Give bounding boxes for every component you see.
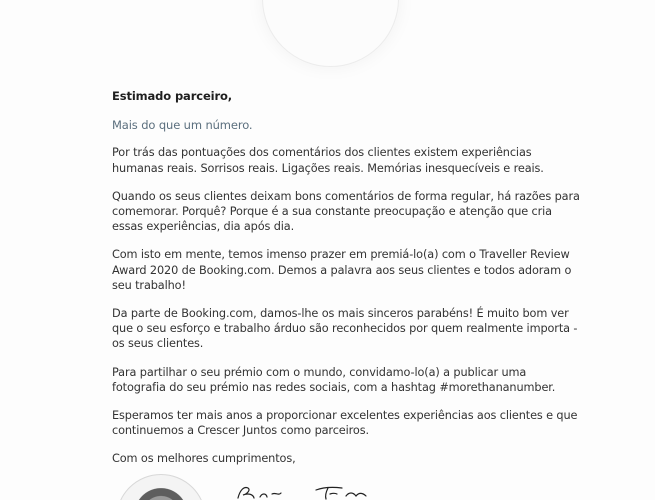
- award-emblem-watermark: [262, 0, 399, 67]
- closing: Com os melhores cumprimentos,: [112, 452, 296, 466]
- paragraph-4: Da parte de Booking.com, damos-lhe os mais sinceros parabéns! É muito bom ver que o seu esforço e trabalho árduo são reconhecidos por quem realmente importa - os seus clientes.: [112, 307, 578, 351]
- paragraph-5: Para partilhar o seu prémio com o mundo, convidamo-lo(a) a publicar uma fotografia do seu prémio nas redes sociais, com a hashtag #morethananumber.: [112, 365, 556, 394]
- paragraph-6: Esperamos ter mais anos a proporcionar excelentes experiências aos clientes e que continuemos a Crescer Juntos como parceiros.: [112, 409, 578, 438]
- paragraph-2: Quando os seus clientes deixam bons comentários de forma regular, há razões para comemorar. Porquê? Porque é a sua constante preocupação e atenção que cria essas experiências, dia após dia.: [112, 189, 580, 234]
- handwritten-signature: [236, 484, 386, 500]
- tagline: Mais do que um número.: [112, 118, 253, 133]
- salutation: Estimado parceiro,: [112, 89, 233, 103]
- paragraph-1: Por trás das pontuações dos comentários dos clientes existem experiências humanas reais. Sorrisos reais. Ligações reais. Memórias inesquecíveis e reais.: [112, 146, 544, 175]
- paragraph-3: Com isto em mente, temos imenso prazer em premiá-lo(a) com o Traveller Review Award 2020 de Booking.com. Demos a palavra aos seus clientes e todos adoram o seu trabalho!: [112, 248, 572, 292]
- signatory-photo: [116, 474, 206, 500]
- letter-body: [112, 89, 582, 467]
